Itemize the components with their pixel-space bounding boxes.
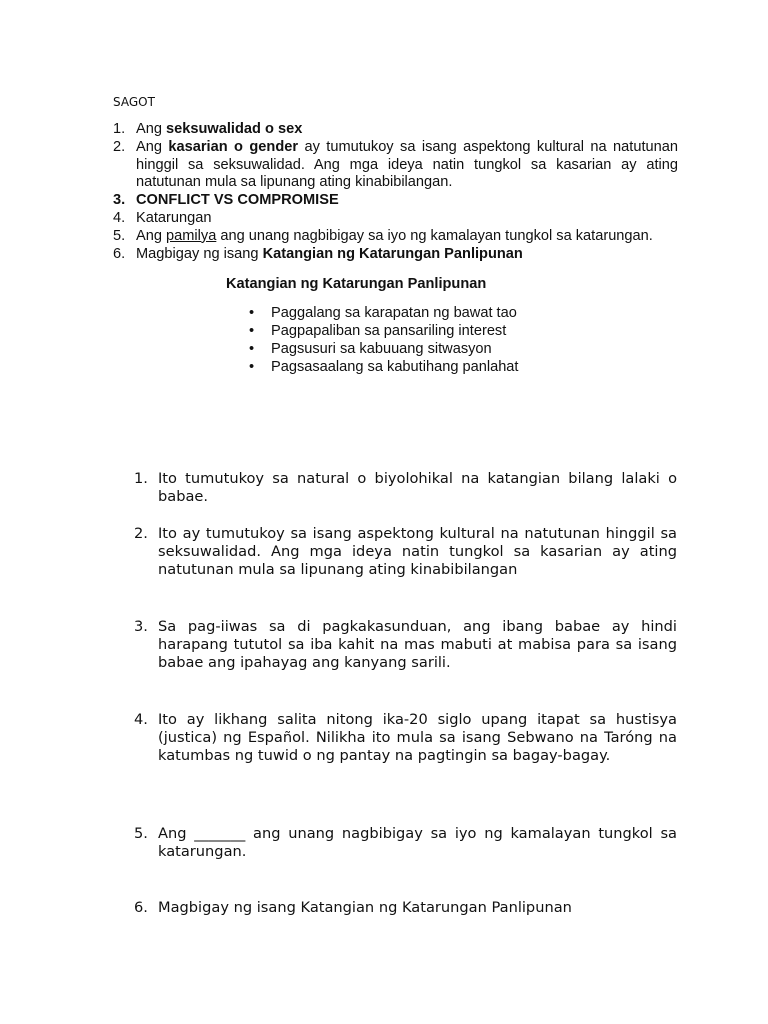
answer-text-cont: ay tumutukoy sa isang aspektong kultural na natutunan hinggil sa seksuwalidad. Ang mga ideya natin tungkol sa kasarian ay ating natutunan mula sa lipunang ating kinabibilangan. <box>136 138 678 191</box>
question-text: Ito ay tumutukoy sa isang aspektong kultural na natutunan hinggil sa seksuwalidad. Ang mga ideya natin tungkol sa kasarian ay ating natutunan mula sa lipunang ating kinabibilangan <box>158 525 677 579</box>
question-item-4 <box>134 711 677 766</box>
sagot-label: SAGOT <box>113 95 155 109</box>
question-item-5 <box>134 825 677 861</box>
bullet-text: Paggalang sa karapatan ng bawat tao <box>271 305 517 321</box>
answer-bold-text: kasarian o gender <box>168 138 299 155</box>
question-text: Ito tumutukoy sa natural o biyolohikal na katangian bilang lalaki o babae. <box>158 470 677 506</box>
question-number: 2. <box>134 525 148 542</box>
answer-item-3 <box>113 192 678 210</box>
bullet-item <box>249 358 518 376</box>
question-number: 4. <box>134 711 148 728</box>
answer-number: 2. <box>113 138 126 155</box>
question-item-2 <box>134 525 677 580</box>
answer-item-5 <box>113 228 678 246</box>
question-item-3 <box>134 618 677 673</box>
question-number: 3. <box>134 618 148 635</box>
answer-item-6 <box>113 246 678 264</box>
answer-bold-text: Katangian ng Katarungan Panlipunan <box>262 245 523 262</box>
answer-text: Katarungan <box>136 209 212 226</box>
question-text: Sa pag-iiwas sa di pagkakasunduan, ang ibang babae ay hindi harapang tututol sa iba kahit na mas mabuti at mabisa para sa isang babae ang ipahayag ang kanyang sarili. <box>158 618 677 672</box>
bullet-text: Pagsusuri sa kabuuang sitwasyon <box>271 341 492 357</box>
answer-text: Ang <box>136 138 169 155</box>
question-number: 1. <box>134 470 148 487</box>
question-number: 6. <box>134 899 148 916</box>
question-number: 5. <box>134 825 148 842</box>
bullet-item <box>249 340 518 358</box>
answer-number: 6. <box>113 245 126 262</box>
sub-heading: Katangian ng Katarungan Panlipunan <box>226 276 487 292</box>
answer-item-4 <box>113 210 678 228</box>
question-text: Ito ay likhang salita nitong ika-20 siglo upang itapat sa hustisya (justica) ng Español. Nilikha ito mula sa isang Sebwano na Taróng na katumbas ng tuwid o ng pantay na pagtingin sa bagay-bagay. <box>158 711 677 765</box>
bullet-text: Pagsasaalang sa kabutihang panlahat <box>271 359 519 375</box>
answer-text: Magbigay ng isang <box>136 245 263 262</box>
question-text: Magbigay ng isang Katangian ng Katarungan Panlipunan <box>158 899 572 916</box>
bullet-icon: • <box>249 305 255 321</box>
answer-bold-text: seksuwalidad o sex <box>166 121 303 137</box>
answer-text: Ang <box>136 121 167 137</box>
answer-text: CONFLICT VS COMPROMISE <box>136 192 339 209</box>
bullet-item <box>249 304 518 322</box>
answer-number: 4. <box>113 209 126 226</box>
bullet-text: Pagpapaliban sa pansariling interest <box>271 323 507 339</box>
question-item-6 <box>134 899 677 917</box>
question-item-1 <box>134 470 677 506</box>
answer-item-1 <box>113 121 678 139</box>
bullet-icon: • <box>249 359 255 375</box>
answer-item-2 <box>113 139 678 192</box>
bullet-item <box>249 322 518 340</box>
answer-number: 3. <box>113 192 126 209</box>
answer-text: Ang <box>136 227 167 244</box>
answer-underlined-text: pamilya <box>166 227 217 244</box>
bullet-list <box>249 304 518 376</box>
answer-number: 5. <box>113 227 126 244</box>
answer-text-cont: ang unang nagbibigay sa iyo ng kamalayan tungkol sa katarungan. <box>216 227 653 244</box>
answer-number: 1. <box>113 121 126 137</box>
bullet-icon: • <box>249 323 255 339</box>
answer-list <box>113 121 678 263</box>
bullet-icon: • <box>249 341 255 357</box>
question-text: Ang _______ ang unang nagbibigay sa iyo ng kamalayan tungkol sa katarungan. <box>158 825 677 861</box>
